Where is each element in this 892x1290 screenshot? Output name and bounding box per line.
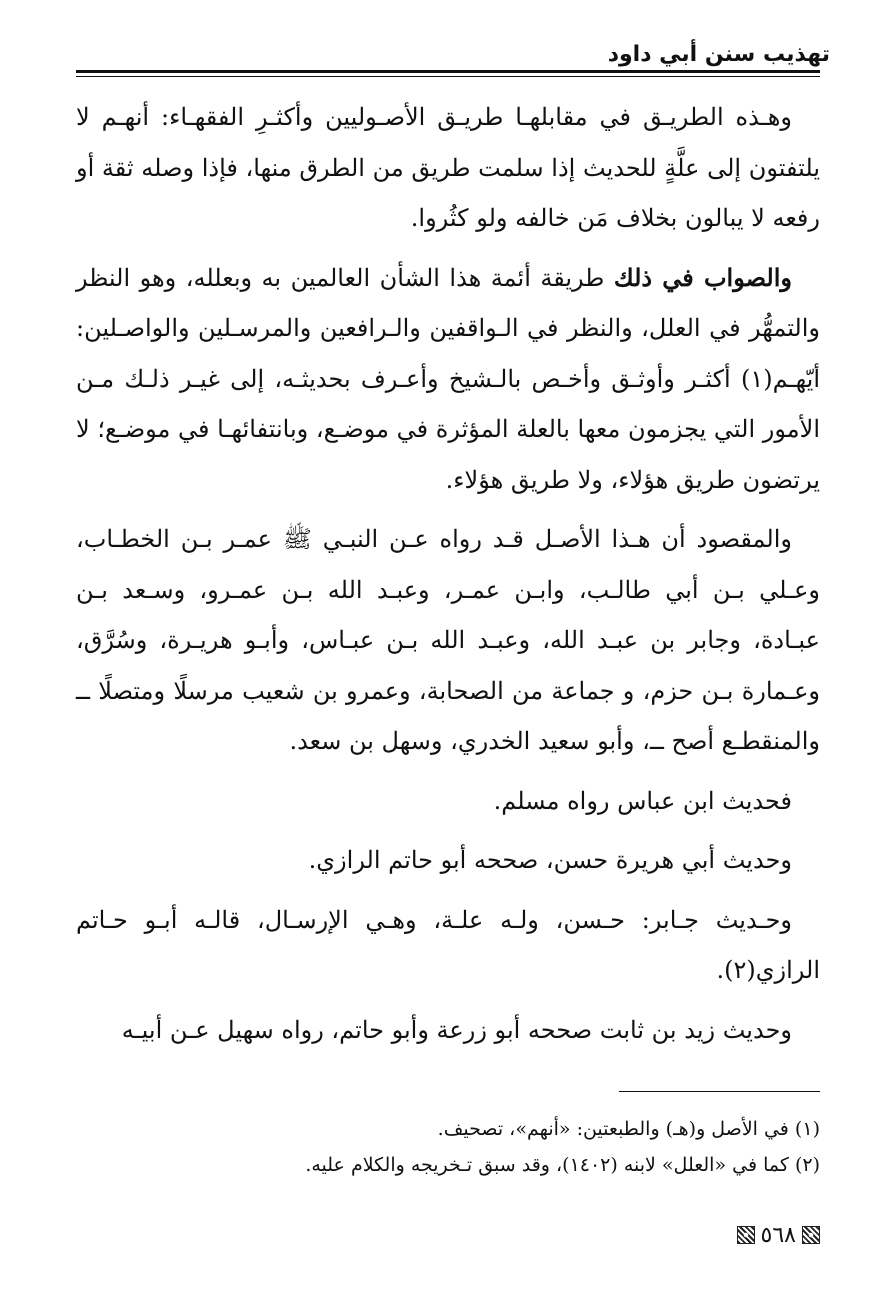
footnote-marker-1: (١) <box>740 364 773 393</box>
footnote-1: (١) في الأصل و(هـ) والطبعتين: «أنهم»، تصحيف. <box>437 1118 820 1140</box>
footnote-separator <box>619 1091 820 1092</box>
paragraph-7: وحديث زيد بن ثابت صححه أبو زرعة وأبو حاتم، رواه سهيل عـن أبيـه <box>121 1015 792 1044</box>
paragraph-1: وهـذه الطريـق في مقابلهـا طريـق الأصـوليين وأكثـرِ الفقهـاء: أنهـم لا يلتفتون إلى علَّةٍ للحديث إذا سلمت طريق من الطرق منها، فإذا وصله ثقة أو رفعه لا يبالون بخلاف مَن خالفه ولو كثُروا. <box>76 103 820 232</box>
footnote-2: (٢) كما في «العلل» لابنه (١٤٠٢)، وقد سبق تـخريجه والكلام عليه. <box>305 1154 820 1176</box>
ornament-right-icon <box>802 1226 820 1244</box>
running-title: تهذيب سنن أبي داود <box>607 42 830 67</box>
paragraph-6 <box>76 895 820 996</box>
paragraph-2 <box>76 253 820 506</box>
paragraph-3: والمقصود أن هـذا الأصـل قـد رواه عـن النبـي ﷺ عمـر بـن الخطـاب، وعـلي بـن أبي طالـب، وابـن عمـر، وعبـد الله بـن عمـرو، وسـعد بـن عبـادة، وجابر بن عبـد الله، وعبـد الله بـن عبـاس، وأبـو هريـرة، وسُرَّق، وعـمارة بـن حزم، و جماعة من الصحابة، وعمرو بن شعيب مرسلًا ومتصلًا ــ والمنقطـع أصح ــ، وأبو سعيد الخدري، وسهل بن سعد. <box>76 525 820 755</box>
paragraph-2-lead: والصواب في ذلك <box>613 262 792 292</box>
ornament-left-icon <box>737 1226 755 1244</box>
footnote-marker-2: (٢) <box>724 956 756 984</box>
footnotes <box>76 1111 820 1183</box>
paragraph-2-rest: طريقة أئمة هذا الشأن العالمين به وبعلله، وهو النظر والتمهُّر في العلل، والنظر في الـواقفين والـرافعين والمرسـلين والواصـلين: أيّهـم <box>76 263 820 393</box>
header-rule-thin <box>76 76 820 77</box>
paragraph-5: وحديث أبي هريرة حسن، صححه أبو حاتم الرازي. <box>308 846 792 874</box>
paragraph-6-text: وحـديث جـابر: حـسن، ولـه علـة، وهـي الإرسـال، قالـه أبـو حـاتم الرازي <box>76 905 820 984</box>
main-text <box>76 92 820 1064</box>
header-rule-thick <box>76 70 820 73</box>
paragraph-2-tail: أكثـر وأوثـق وأخـص بالـشيخ وأعـرف بحديثـه، إلى غيـر ذلـك مـن الأمور التي يجزمون معها بالعلة المؤثرة في موضـع، وبانتفائهـا في موضـع؛ لا يرتضون طريق هؤلاء، ولا طريق هؤلاء. <box>76 364 820 494</box>
page-number: ٥٦٨ <box>760 1223 796 1248</box>
page-folio <box>737 1221 820 1251</box>
paragraph-4: فحديث ابن عباس رواه مسلم. <box>493 786 792 815</box>
paragraph-6-end: . <box>716 956 725 984</box>
